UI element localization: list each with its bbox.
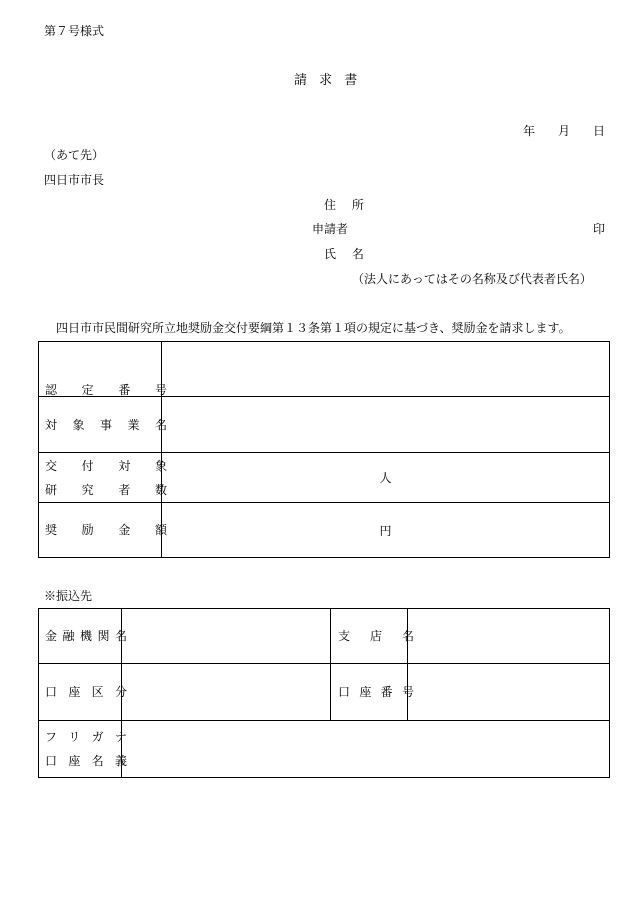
char: 号 (401, 685, 414, 699)
char: 口 (45, 754, 58, 768)
char: 奨 (45, 523, 58, 537)
account-holder-field[interactable] (122, 721, 610, 778)
char: 支 (338, 629, 351, 643)
char: ガ (91, 730, 104, 744)
char: 口 (338, 685, 351, 699)
branch-label (338, 630, 414, 642)
subsidy-amount-field[interactable] (162, 503, 610, 558)
char: 名 (114, 629, 127, 643)
institution-label-cell (39, 609, 127, 664)
table-row (39, 342, 610, 397)
account-type-field[interactable] (122, 664, 331, 721)
char: 座 (68, 754, 81, 768)
researcher-count-field[interactable] (162, 453, 610, 503)
researcher-count-label-cell (39, 453, 167, 503)
page-title: 請 求 書 (294, 73, 362, 88)
char: リ (68, 730, 81, 744)
researcher-count-label-line1 (45, 460, 167, 472)
char: 区 (91, 685, 104, 699)
seal-mark: 印 (593, 222, 606, 236)
project-name-label (45, 419, 167, 431)
char: 者 (118, 482, 131, 497)
char: 対 (45, 417, 58, 432)
bank-section-label: ※振込先 (44, 589, 93, 603)
furigana-label (45, 731, 127, 743)
institution-field[interactable] (122, 609, 331, 664)
account-number-label (338, 686, 414, 698)
char: 額 (154, 523, 167, 537)
char: 機 (79, 629, 92, 643)
char: 定 (81, 383, 94, 397)
project-name-label-cell (39, 397, 167, 453)
researcher-count-label-line2 (45, 484, 167, 496)
form-number: 第７号様式 (44, 24, 105, 38)
table-row (39, 453, 610, 503)
date-year-label: 年 (523, 124, 536, 138)
char: 号 (154, 383, 167, 397)
char: 励 (81, 523, 94, 537)
char: 口 (45, 685, 58, 699)
table-row (39, 721, 610, 778)
applicant-role-label: 申請者 (312, 222, 349, 236)
char: 名 (154, 417, 167, 432)
bank-table (38, 608, 610, 778)
branch-label-cell (331, 609, 414, 664)
char: 関 (97, 629, 110, 643)
char: 象 (154, 458, 167, 473)
char: 事 (99, 417, 112, 432)
addressee-label: （あて先） (44, 148, 105, 162)
account-holder-label-cell (39, 721, 127, 778)
claim-table (38, 341, 610, 558)
char: 認 (45, 383, 58, 397)
char: 対 (118, 458, 131, 473)
char: 融 (62, 629, 75, 643)
char: 数 (154, 482, 167, 497)
address-label: 住 所 (324, 198, 370, 212)
date-day-label: 日 (593, 124, 606, 138)
char: 付 (81, 458, 94, 473)
char: 究 (81, 482, 94, 497)
yen-unit: 円 (379, 523, 392, 538)
account-holder-label (45, 755, 127, 767)
char: 金 (45, 629, 58, 643)
table-row (39, 664, 610, 721)
certification-number-label (45, 384, 167, 396)
branch-field[interactable] (408, 609, 610, 664)
certification-number-label-cell (39, 342, 167, 397)
char: 分 (114, 685, 127, 699)
person-unit: 人 (379, 471, 392, 485)
account-number-label-cell (331, 664, 414, 721)
char: 象 (72, 417, 85, 432)
account-type-label-cell (39, 664, 127, 721)
char: 座 (359, 685, 372, 699)
char: 店 (369, 629, 382, 643)
date-month-label: 月 (558, 124, 571, 138)
request-statement: 四日市市民間研究所立地奨励金交付要綱第１３条第１項の規定に基づき、奨励金を請求します。 (56, 321, 571, 335)
char: 名 (401, 629, 414, 643)
char: 業 (127, 417, 140, 432)
char: 義 (114, 754, 127, 768)
table-row (39, 397, 610, 453)
char: 金 (118, 523, 131, 537)
institution-label (45, 630, 127, 642)
table-row (39, 609, 610, 664)
char: 番 (118, 383, 131, 397)
addressee: 四日市市長 (44, 173, 105, 187)
corporate-note: （法人にあってはその名称及び代表者氏名） (352, 272, 592, 286)
char: 座 (68, 685, 81, 699)
certification-number-field[interactable] (162, 342, 610, 397)
char: フ (45, 730, 58, 744)
char: ナ (114, 730, 127, 744)
char: 研 (45, 482, 58, 497)
char: 番 (380, 685, 393, 699)
table-row (39, 503, 610, 558)
char: 名 (91, 754, 104, 768)
char: 交 (45, 458, 58, 473)
account-type-label (45, 686, 127, 698)
subsidy-amount-label (45, 524, 167, 536)
account-number-field[interactable] (408, 664, 610, 721)
project-name-field[interactable] (162, 397, 610, 453)
subsidy-amount-label-cell (39, 503, 167, 558)
name-label: 氏 名 (324, 247, 370, 261)
